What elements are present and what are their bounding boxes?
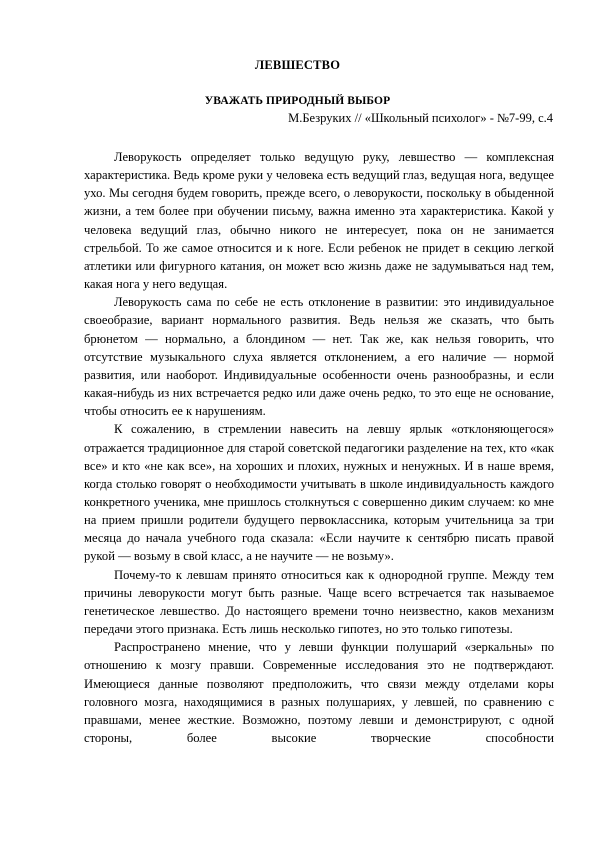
document-title: ЛЕВШЕСТВО — [254, 58, 341, 72]
paragraph-3: К сожалению, в стремлении навесить на левшу ярлык «отклоняющегося» отражается традиционное для старой советской педагогики разделение на тех, кто «как все» и кто «не как все», на хороших и плохих, нужных и ненужных. И в наше время, когда столько говорят о необходимости учитывать в школе индивидуальность каждого конкретного ученика, мне пришлось столкнуться с совершенно диким случаем: ко мне на прием пришли родители будущего первоклассника, которым учительница за три месяца до начала учебного года сказала: «Если научите к сентябрю писать правой рукой — возьму в свой класс, а не научите — не возьму». — [84, 422, 554, 564]
paragraph-6: Распространено мнение, что у левши функции полушарий «зеркальны» по отношению к мозгу правши. Современные исследования это не подтверждают. Имеющиеся данные позволяют предположить, что связи между отделами коры головного мозга, находящимися в разных полушариях, у левшей, по сравнению с правшами, менее жесткие. Возможно, поэтому левши и демонстрируют, с одной стороны, более высокие творческие способности — [84, 640, 554, 745]
paragraph-5: причины леворукости могут быть разные. Чаще всего встречается так называемое генетическое левшество. До настоящего времени точно неизвестно, каков механизм передачи этого признака. Есть лишь несколько гипотез, но это только гипотезы. — [84, 585, 554, 637]
article-body — [84, 148, 554, 747]
paragraph-2: Леворукость сама по себе не есть отклонение в развитии: это индивидуальное своеобразие, вариант нормального развития. Ведь нельзя же сказать, что быть брюнетом — нормально, а блондином — нет. Так же, как нельзя говорить, что отсутствие музыкального слуха является отклонением, а его наличие — нормой развития, или наоборот. Индивидуальные особенности очень разнообразны, и если какая-нибудь из них встречается редко или даже очень редко, то это еще не основание, чтобы относить ее к нарушениям. — [84, 295, 554, 419]
document-subtitle: УВАЖАТЬ ПРИРОДНЫЙ ВЫБОР — [204, 95, 391, 107]
source-citation: М.Безруких // «Школьный психолог» - №7-99, с.4 — [288, 111, 553, 125]
paragraph-1: Леворукость определяет только ведущую руку, левшество — комплексная характеристика. Ведь кроме руки у человека есть ведущий глаз, ведущая нога, ведущее ухо. Мы сегодня будем говорить, прежде всего, о леворукости, поскольку в обыденной жизни, а тем более при обучении письму, важна именно эта характеристика. Какой у человека ведущий глаз, обычно никого не интересует, пока он не занимается стрельбой. То же самое относится и к ноге. Если ребенок не придет в секцию легкой атлетики или фигурного катания, он может всю жизнь даже не задумываться над тем, какая нога у него ведущая. — [84, 150, 554, 292]
paragraph-4: Почему-то к левшам принято относиться как к однородной группе. Между тем — [114, 567, 554, 582]
